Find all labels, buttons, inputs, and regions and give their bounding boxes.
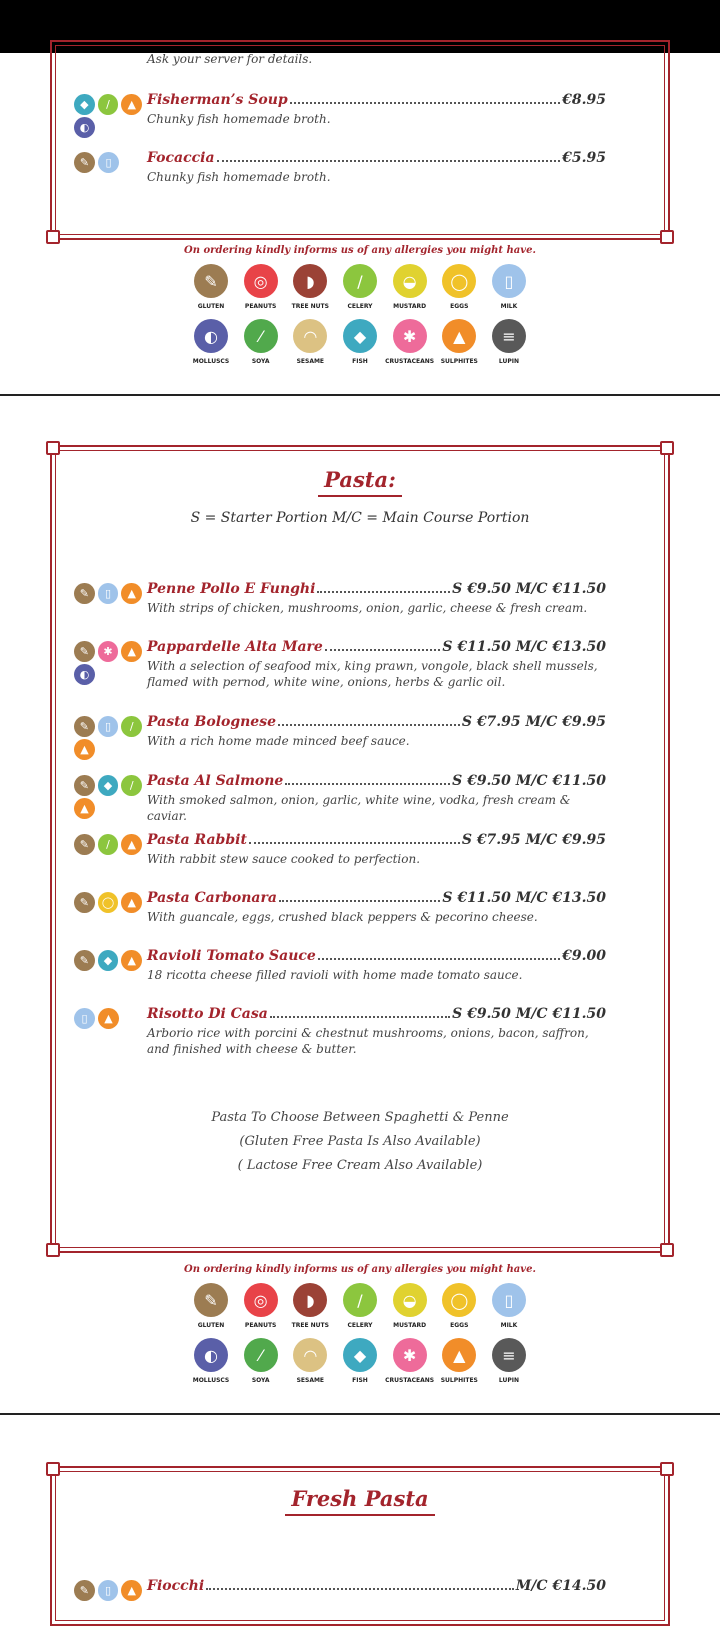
item-price: S €11.50 M/C €13.50 [442, 890, 606, 906]
fish-icon: ◆ [74, 94, 95, 115]
allergen-molluscs: ◐ MOLLUSCS [187, 1338, 235, 1384]
allergen-icons [74, 641, 142, 687]
item-price: €5.95 [562, 150, 606, 166]
page-separator [0, 394, 720, 396]
celery-icon: / [98, 94, 119, 115]
allergen-icons [74, 583, 142, 606]
allergen-crustaceans: ✱ CRUSTACEANS [386, 1338, 434, 1384]
sulphites-icon: ▲ [121, 641, 142, 662]
sesame-icon: ◠ [293, 1338, 327, 1372]
allergen-icons [74, 834, 142, 857]
item-name: Fiocchi [147, 1578, 205, 1594]
allergen-lupin: ≡ LUPIN [485, 319, 533, 365]
allergen-sesame: ◠ SESAME [286, 319, 334, 365]
gluten-icon: ✎ [74, 950, 95, 971]
crab-icon: ✱ [393, 319, 427, 353]
item-description: With guancale, eggs, crushed black peppers & pecorino cheese. [147, 910, 538, 924]
intro-text: Ask your server for details. [147, 52, 313, 66]
molluscs-icon: ◐ [74, 664, 95, 685]
item-description: Chunky fish homemade broth. [147, 112, 331, 126]
menu-item-pasta-al-salmone [72, 773, 606, 821]
allergen-molluscs: ◐ MOLLUSCS [187, 319, 235, 365]
allergy-legend [180, 245, 540, 365]
milk-icon: ▯ [98, 716, 119, 737]
menu-item-pasta-rabbit [72, 832, 606, 872]
molluscs-icon: ◐ [74, 117, 95, 138]
gluten-icon: ✎ [74, 892, 95, 913]
allergen-celery: / CELERY [336, 1283, 384, 1329]
allergen-tree-nuts: ◗ TREE NUTS [286, 264, 334, 310]
item-name: Ravioli Tomato Sauce [147, 948, 316, 964]
bottle-icon: ▲ [442, 1338, 476, 1372]
item-price: S €11.50 M/C €13.50 [442, 639, 606, 655]
allergen-sulphites: ▲ SULPHITES [435, 1338, 483, 1384]
item-description: With strips of chicken, mushrooms, onion, garlic, cheese & fresh cream. [147, 601, 588, 615]
allergen-icons [74, 775, 142, 821]
nut-icon: ◗ [293, 264, 327, 298]
soya-icon: ⁄ [244, 319, 278, 353]
allergen-peanuts: ◎ PEANUTS [237, 1283, 285, 1329]
allergen-icons [74, 152, 142, 175]
item-description: With smoked salmon, onion, garlic, white wine, vodka, fresh cream & caviar. [147, 793, 571, 823]
bottle-icon: ▲ [442, 319, 476, 353]
allergen-icons [74, 94, 142, 140]
gluten-icon: ✎ [74, 775, 95, 796]
allergen-icons [74, 1008, 142, 1031]
menu-item-fiocchi [72, 1578, 606, 1600]
celery-icon: / [98, 834, 119, 855]
milk-icon: ▯ [98, 1580, 119, 1601]
allergen-soya: ⁄ SOYA [237, 1338, 285, 1384]
egg-icon: ◯ [442, 1283, 476, 1317]
portion-note: S = Starter Portion M/C = Main Course Portion [190, 510, 530, 526]
sulphites-icon: ▲ [74, 739, 95, 760]
item-description: Chunky fish homemade broth. [147, 170, 331, 184]
celery-icon: / [343, 264, 377, 298]
item-price: €9.00 [562, 948, 606, 964]
item-name: Pasta Al Salmone [147, 773, 284, 789]
mustard-icon: ◒ [393, 264, 427, 298]
menu-frame-top [50, 40, 670, 240]
allergy-legend [180, 1264, 540, 1384]
item-description: 18 ricotta cheese filled ravioli with home made tomato sauce. [147, 968, 523, 982]
celery-icon: / [121, 716, 142, 737]
item-name: Pasta Bolognese [147, 714, 277, 730]
allergen-fish: ◆ FISH [336, 319, 384, 365]
allergen-soya: ⁄ SOYA [237, 319, 285, 365]
item-name: Focaccia [147, 150, 215, 166]
peanut-icon: ◎ [244, 1283, 278, 1317]
milk-icon: ▯ [98, 152, 119, 173]
allergen-tree-nuts: ◗ TREE NUTS [286, 1283, 334, 1329]
peanut-icon: ◎ [244, 264, 278, 298]
allergen-sulphites: ▲ SULPHITES [435, 319, 483, 365]
item-price: €8.95 [562, 92, 606, 108]
pasta-notes [0, 1106, 720, 1178]
allergy-note: On ordering kindly informs us of any allergies you might have. [184, 1264, 536, 1275]
allergen-milk: ▯ MILK [485, 264, 533, 310]
menu-item-ravioli-tomato [72, 948, 606, 988]
fish-icon: ◆ [343, 1338, 377, 1372]
sulphites-icon: ▲ [121, 1580, 142, 1601]
fish-icon: ◆ [98, 950, 119, 971]
allergen-eggs: ◯ EGGS [435, 1283, 483, 1329]
item-name: Pasta Carbonara [147, 890, 277, 906]
item-name: Pasta Rabbit [147, 832, 247, 848]
item-name: Pappardelle Alta Mare [147, 639, 323, 655]
item-price: M/C €14.50 [515, 1578, 606, 1594]
note-gluten-free: (Gluten Free Pasta Is Also Available) [239, 1134, 481, 1149]
allergen-eggs: ◯ EGGS [435, 264, 483, 310]
milk-icon: ▯ [74, 1008, 95, 1029]
celery-icon: / [343, 1283, 377, 1317]
allergen-mustard: ◒ MUSTARD [386, 1283, 434, 1329]
page-separator [0, 1413, 720, 1415]
allergen-icons [74, 950, 142, 973]
sulphites-icon: ▲ [74, 798, 95, 819]
milk-icon: ▯ [492, 1283, 526, 1317]
allergen-gluten: ✎ GLUTEN [187, 264, 235, 310]
lupin-icon: ≡ [492, 1338, 526, 1372]
soya-icon: ⁄ [244, 1338, 278, 1372]
item-price: S €9.50 M/C €11.50 [452, 773, 606, 789]
menu-item-fishermans-soup [72, 92, 606, 134]
lupin-icon: ≡ [492, 319, 526, 353]
item-description: Arborio rice with porcini & chestnut mushrooms, onions, bacon, saffron, and finished with cheese & butter. [147, 1026, 589, 1056]
item-description: With a rich home made minced beef sauce. [147, 734, 410, 748]
allergen-peanuts: ◎ PEANUTS [237, 264, 285, 310]
sesame-icon: ◠ [293, 319, 327, 353]
fish-icon: ◆ [343, 319, 377, 353]
menu-item-focaccia [72, 150, 606, 190]
item-price: S €7.95 M/C €9.95 [461, 832, 606, 848]
crustaceans-icon: ✱ [98, 641, 119, 662]
sulphites-icon: ▲ [121, 583, 142, 604]
nut-icon: ◗ [293, 1283, 327, 1317]
sulphites-icon: ▲ [98, 1008, 119, 1029]
gluten-icon: ✎ [74, 716, 95, 737]
wheat-icon: ✎ [194, 264, 228, 298]
gluten-icon: ✎ [74, 1580, 95, 1601]
allergen-milk: ▯ MILK [485, 1283, 533, 1329]
menu-item-pappardelle [72, 639, 606, 697]
item-price: S €7.95 M/C €9.95 [461, 714, 606, 730]
crustaceans-icon: ▲ [121, 94, 142, 115]
mustard-icon: ◒ [393, 1283, 427, 1317]
item-price: S €9.50 M/C €11.50 [452, 1006, 606, 1022]
allergen-lupin: ≡ LUPIN [485, 1338, 533, 1384]
allergen-mustard: ◒ MUSTARD [386, 264, 434, 310]
section-title-fresh-pasta: Fresh Pasta [0, 1486, 720, 1511]
item-description: With rabbit stew sauce cooked to perfection. [147, 852, 421, 866]
sulphites-icon: ▲ [121, 834, 142, 855]
allergen-crustaceans: ✱ CRUSTACEANS [386, 319, 434, 365]
wheat-icon: ✎ [194, 1283, 228, 1317]
eggs-icon: ◯ [98, 892, 119, 913]
note-lactose-free: ( Lactose Free Cream Also Available) [237, 1158, 483, 1173]
milk-icon: ▯ [492, 264, 526, 298]
menu-item-penne-pollo [72, 581, 606, 621]
crab-icon: ✱ [393, 1338, 427, 1372]
item-price: S €9.50 M/C €11.50 [452, 581, 606, 597]
allergen-celery: / CELERY [336, 264, 384, 310]
gluten-icon: ✎ [74, 152, 95, 173]
gluten-icon: ✎ [74, 641, 95, 662]
sulphites-icon: ▲ [121, 950, 142, 971]
allergen-sesame: ◠ SESAME [286, 1338, 334, 1384]
menu-item-risotto-di-casa [72, 1006, 606, 1062]
item-name: Penne Pollo E Funghi [147, 581, 316, 597]
gluten-icon: ✎ [74, 834, 95, 855]
allergy-note: On ordering kindly informs us of any allergies you might have. [184, 245, 536, 256]
item-name: Risotto Di Casa [147, 1006, 268, 1022]
egg-icon: ◯ [442, 264, 476, 298]
mussel-icon: ◐ [194, 319, 228, 353]
allergen-fish: ◆ FISH [336, 1338, 384, 1384]
celery-icon: / [121, 775, 142, 796]
menu-item-pasta-carbonara [72, 890, 606, 930]
sulphites-icon: ▲ [121, 892, 142, 913]
milk-icon: ▯ [98, 583, 119, 604]
mussel-icon: ◐ [194, 1338, 228, 1372]
fish-icon: ◆ [98, 775, 119, 796]
allergen-icons [74, 892, 142, 915]
gluten-icon: ✎ [74, 583, 95, 604]
item-name: Fisherman’s Soup [147, 92, 288, 108]
allergen-icons [74, 716, 142, 762]
note-choice: Pasta To Choose Between Spaghetti & Penne [211, 1110, 509, 1125]
section-title-pasta: Pasta: [0, 467, 720, 492]
item-description: With a selection of seafood mix, king prawn, vongole, black shell mussels, flamed with pernod, white wine, onions, herbs & garlic oil. [147, 659, 598, 689]
allergen-gluten: ✎ GLUTEN [187, 1283, 235, 1329]
menu-item-pasta-bolognese [72, 714, 606, 762]
